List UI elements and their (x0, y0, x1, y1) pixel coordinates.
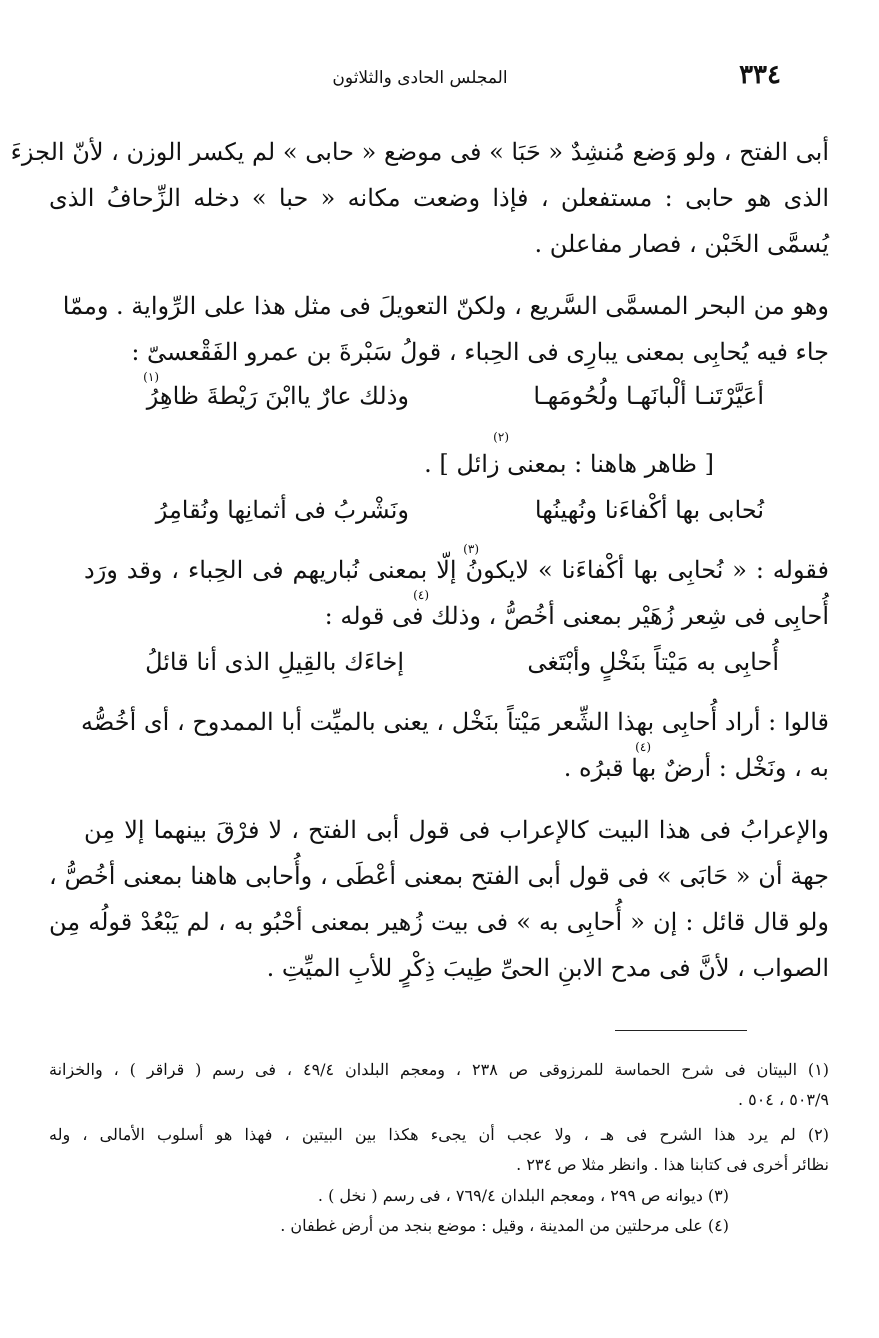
footnote-marker-2: (٢) (493, 430, 509, 444)
footnote-2-line-1: (٢) لم يرد هذا الشرح فى هـ ، ولا عجب أن يجىء هكذا بين البيتين ، فهذا هو أسلوب الأمالى ، وله (49, 1125, 829, 1144)
footnote-marker-3: (٣) (463, 542, 479, 556)
verse-2-first-hemistich: نُحابى بها أكْفاءَنا ونُهينُها (534, 496, 764, 524)
footnote-1-line-2: ٥٠٣/٩ ، ٥٠٤ . (737, 1090, 829, 1109)
footnote-marker-4: (٤) (413, 588, 429, 602)
p5-line-4: الصواب ، لأنَّ فى مدح الابنِ الحىِّ طِيبَ ذِكْرٍ للأبِ الميِّتِ . (266, 954, 829, 982)
footnote-separator (615, 1030, 747, 1031)
footnote-marker-4b: (٤) (635, 740, 651, 754)
p4-line-2: به ، ونَخْل : أرضٌ بها قبرُه . (563, 754, 829, 782)
p4-line-1: قالوا : أراد أُحابِى بهذا الشِّعر مَيْتاً بنَخْل ، يعنى بالميِّت أبا الممدوح ، أى أخُصُّه (81, 708, 829, 736)
verse-1-second-hemistich: وذلك عارٌ ياابْنَ رَيْطةَ ظاهِرُ (146, 382, 409, 410)
verse-1-first-hemistich: أعَيَّرْتَنـا ألْبانَهـا ولُحُومَهـا (533, 382, 764, 410)
verse-3-first-hemistich: أُحابِى به مَيْتاً بنَخْلٍ وأبْتَغى (527, 648, 779, 676)
p2-line-1: وهو من البحر المسمَّى السَّريع ، ولكنّ التعويلَ فى مثل هذا على الرِّواية . وممّا (62, 292, 829, 320)
footnote-4: (٤) على مرحلتين من المدينة ، وقيل : موضع بنجد من أرض غطفان . (280, 1216, 729, 1235)
footnote-2-line-2: نظائر أخرى فى كتابنا هذا . وانظر مثلا ص ٢٣٤ . (516, 1155, 829, 1174)
footnote-3: (٣) ديوانه ص ٢٩٩ ، ومعجم البلدان ٧٦٩/٤ ، فى رسم ( نخل ) . (317, 1186, 729, 1205)
gloss-line: [ ظاهر هاهنا : بمعنى زائل ] . (424, 450, 714, 478)
p5-line-2: جهة أن « حَابَى » فى قول أبى الفتح بمعنى أعْطَى ، وأُحابى هاهنا بمعنى أخُصُّ ، (49, 862, 829, 890)
p5-line-3: ولو قال قائل : إن « أُحابِى به » فى بيت زُهير بمعنى أحْبُو به ، لم يَبْعُدْ قولُه مِن (49, 908, 829, 936)
p1-line-2: الذى هو حابى : مستفعلن ، فإذا وضعت مكانه « حبا » دخله الزِّحافُ الذى (49, 184, 829, 212)
p3-line-2: أُحابِى فى شِعر زُهَيْر بمعنى أخُصُّ ، وذلك فى قوله : (324, 602, 829, 630)
page-number: ٣٣٤ (739, 60, 781, 90)
p1-line-3: يُسمَّى الخَبْن ، فصار مفاعلن . (534, 230, 829, 258)
verse-2-second-hemistich: ونَشْربُ فى أثمانِها ونُقامِرُ (155, 496, 409, 524)
p1-line-1: أبى الفتح ، ولو وَضع مُنشِدٌ « حَبَا » فى موضع « حابى » لم يكسر الوزن ، لأنّ الجزءَ (10, 138, 829, 166)
footnote-marker-1: (١) (143, 370, 159, 384)
footnote-1-line-1: (١) البيتان فى شرح الحماسة للمرزوقى ص ٢٣٨ ، ومعجم البلدان ٤٩/٤ ، فى رسم ( قراقر ) ، والخزانة (49, 1060, 830, 1079)
p2-line-2: جاء فيه يُحابِى بمعنى يبارِى فى الحِباء ، قولُ سَبْرةَ بن عمرو الفَقْعسىّ : (131, 338, 829, 366)
chapter-title: المجلس الحادى والثلاثون (332, 68, 508, 88)
p3-line-1: فقوله : « نُحابِى بها أكْفاءَنا » لايكونُ إلّا بمعنى نُباريهم فى الحِباء ، وقد ورَد (84, 556, 829, 584)
verse-3-second-hemistich: إخاءَك بالقِيلِ الذى أنا قائلُ (145, 648, 404, 676)
p5-line-1: والإعرابُ فى هذا البيت كالإعراب فى قول أبى الفتح ، لا فرْقَ بينهما إلا مِن (84, 816, 829, 844)
